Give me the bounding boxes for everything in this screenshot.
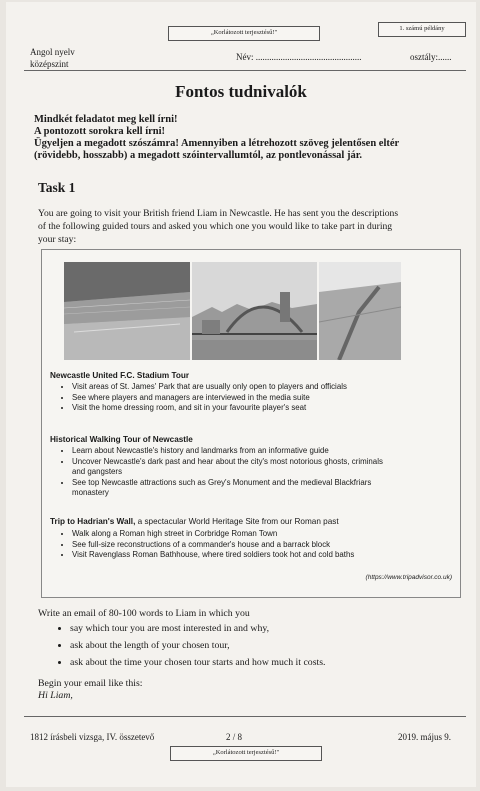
class-field: osztály:......	[410, 52, 452, 62]
copy-number-label: 1. számú példány	[378, 22, 466, 37]
tours-card	[41, 249, 461, 598]
list-item: • Walk along a Roman high street in Corbridge Roman Town	[72, 529, 354, 540]
hadrians-wall-photo	[319, 262, 401, 360]
list-item: monastery	[72, 488, 109, 498]
stadium-photo	[64, 262, 190, 360]
page-number: 2 / 8	[226, 732, 243, 742]
list-item: • Visit Ravenglass Roman Bathhouse, where tired soldiers took hot and cold baths	[72, 550, 354, 561]
hadrian-title: Trip to Hadrian's Wall,	[50, 517, 136, 526]
list-item: • ask about the length of your chosen tour,	[70, 637, 326, 654]
tour-title-hadrian	[50, 517, 339, 526]
source-credit: (https://www.tripadvisor.co.uk)	[365, 574, 452, 581]
tour-title-walking: Historical Walking Tour of Newcastle	[50, 435, 193, 444]
page-title: Fontos tudnivalók	[175, 82, 307, 101]
intro-line-2: of the following guided tours and asked you which one you would like to take part in during	[38, 221, 393, 232]
greeting: Hi Liam,	[38, 690, 73, 701]
list-item: • See full-size reconstructions of a commander's house and a barrack block	[72, 540, 354, 551]
exam-page	[6, 2, 476, 787]
hadrian-bullets	[58, 529, 354, 561]
intro-line-1: You are going to visit your British friend Liam in Newcastle. He has sent you the descriptions	[38, 208, 399, 219]
list-item: • Learn about Newcastle's history and landmarks from an informative guide	[72, 446, 383, 457]
list-item: • say which tour you are most interested in and why,	[70, 620, 326, 637]
list-item: • See top Newcastle attractions such as Grey's Monument and the medieval Blackfriars	[72, 478, 383, 489]
instruction-4: (rövidebb, hosszabb) a megadott szóintervallumtól, az pontlevonással jár.	[34, 150, 363, 161]
stadium-bullets	[58, 382, 347, 414]
name-field: Név: ...............................................	[236, 52, 362, 62]
intro-line-3: your stay:	[38, 234, 77, 245]
email-task: Write an email of 80-100 words to Liam in which you	[38, 608, 250, 619]
email-points	[56, 620, 326, 671]
hadrian-subtitle: a spectacular World Heritage Site from our Roman past	[135, 517, 339, 526]
subject-line2: középszint	[30, 59, 69, 69]
list-item: and gangsters	[72, 467, 123, 477]
list-item: • Uncover Newcastle's dark past and hear about the city's most notorious ghosts, criminals	[72, 457, 383, 468]
restricted-label-bottom: „Korlátozott terjesztésű!"	[170, 746, 322, 761]
list-item: • ask about the time your chosen tour starts and how much it costs.	[70, 654, 326, 671]
exam-code: 1812 írásbeli vizsga, IV. összetevő	[30, 732, 155, 742]
walking-bullets	[58, 446, 383, 499]
list-item: • See where players and managers are interviewed in the media suite	[72, 393, 347, 404]
task-heading: Task 1	[38, 180, 76, 195]
restricted-label-top: „Korlátozott terjesztésű!"	[168, 26, 320, 41]
subject-line1: Angol nyelv	[30, 47, 75, 57]
footer-rule	[24, 716, 466, 717]
tour-title-stadium: Newcastle United F.C. Stadium Tour	[50, 371, 190, 380]
instruction-3: Ügyeljen a megadott szószámra! Amennyiben a létrehozott szöveg jelentősen eltér	[34, 138, 400, 149]
list-item: • Visit areas of St. James' Park that are usually only open to players and officials	[72, 382, 347, 393]
header-rule	[24, 70, 466, 71]
list-item: • Visit the home dressing room, and sit in your favourite player's seat	[72, 403, 347, 414]
exam-date: 2019. május 9.	[398, 732, 451, 742]
instruction-2: A pontozott sorokra kell írni!	[34, 126, 166, 137]
begin-line: Begin your email like this:	[38, 678, 143, 689]
newcastle-bridge-photo	[192, 262, 317, 360]
instruction-1: Mindkét feladatot meg kell írni!	[34, 114, 178, 125]
